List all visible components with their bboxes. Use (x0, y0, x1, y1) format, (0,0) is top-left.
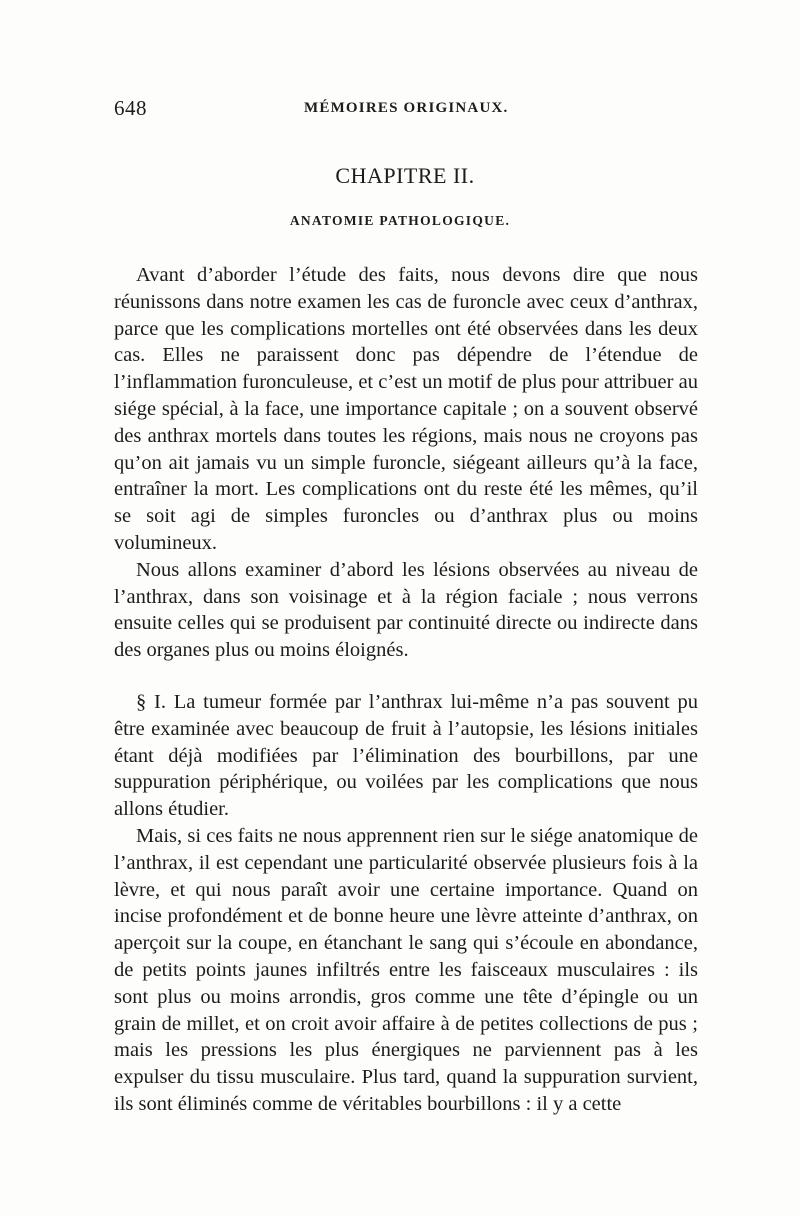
chapter-title: CHAPITRE II. (335, 163, 475, 188)
page-number: 648 (114, 96, 147, 120)
running-head: MÉMOIRES ORIGINAUX. (304, 100, 509, 116)
body-text (114, 262, 698, 1118)
paragraph-1: Avant d’aborder l’étude des faits, nous devons dire que nous réunissons dans notre examen les cas de furoncle avec ceux d’anthrax, parce que les complications mortelles ont été observées dans les deux cas. Elles ne paraissent donc pas dépendre de l’étendue de l’inflammation furonculeuse, et c’est un motif de plus pour attribuer au siége spécial, à la face, une importance capitale ; on a souvent observé des anthrax mortels dans toutes les régions, mais nous ne croyons pas qu’on ait jamais vu un simple furoncle, siégeant ailleurs qu’à la face, entraîner la mort. Les complications ont du reste été les mêmes, qu’il se soit agi de simples furoncles ou d’anthrax plus ou moins volumineux. (114, 264, 698, 554)
section-title: ANATOMIE PATHOLOGIQUE. (289, 213, 511, 228)
paragraph-2: Nous allons examiner d’abord les lésions observées au niveau de l’anthrax, dans son voisinage et à la région faciale ; nous verrons ensuite celles qui se produisent par continuité directe ou indirecte dans des organes plus ou moins éloignés. (114, 558, 698, 662)
page-header (114, 96, 700, 126)
paragraph-4: Mais, si ces faits ne nous apprennent rien sur le siége anatomique de l’anthrax, il est cependant une particularité observée plusieurs fois à la lèvre, et qui nous paraît avoir une certaine importance. Quand on incise profondément et de bonne heure une lèvre atteinte d’anthrax, on aperçoit sur la coupe, en étanchant le sang qui s’écoule en abondance, de petits points jaunes infiltrés entre les faisceaux musculaires : ils sont plus ou moins arrondis, gros comme une tête d’épingle ou un grain de millet, et on croit avoir affaire à de petites collections de pus ; mais les pressions les plus énergiques ne parviennent pas à les expulser du tissu musculaire. Plus tard, quand la suppuration survient, ils sont éliminés comme de véritables bourbillons : il y a cette (114, 824, 698, 1115)
paragraph-3: § I. La tumeur formée par l’anthrax lui-même n’a pas souvent pu être examinée avec beaucoup de fruit à l’autopsie, les lésions initiales étant déjà modifiées par l’élimination des bourbillons, par une suppuration périphérique, ou voilées par les complications que nous allons étudier. (114, 690, 698, 821)
